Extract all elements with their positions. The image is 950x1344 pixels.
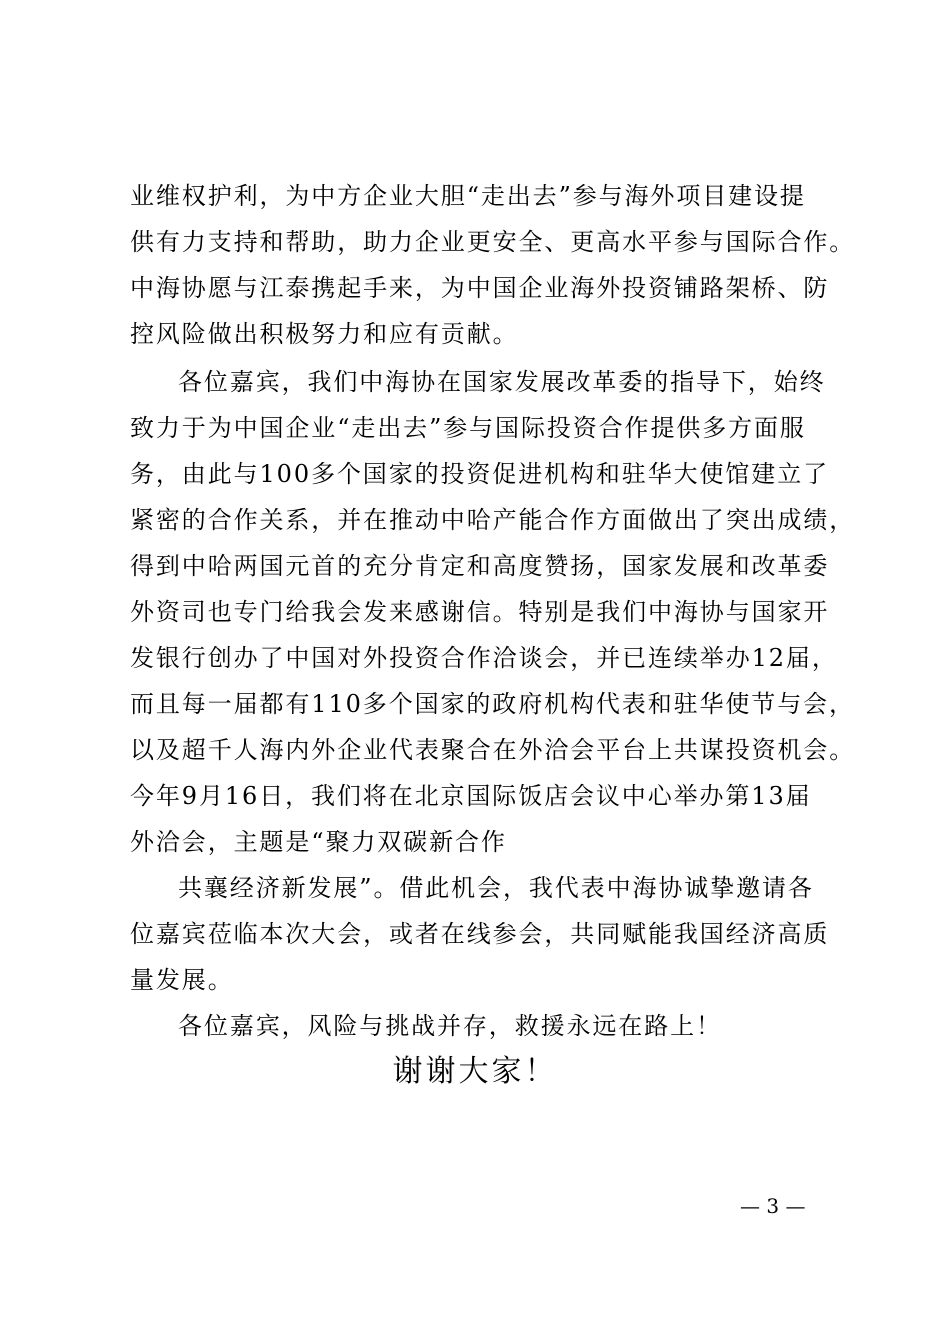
- text-line: 致力于为中国企业“走出去”参与国际投资合作提供多方面服: [130, 414, 806, 442]
- text-line: 今年9月16日，我们将在北京国际饭店会议中心举办第13届: [130, 782, 812, 810]
- text-line: 共襄经济新发展”。借此机会，我代表中海协诚挚邀请各: [178, 874, 814, 902]
- text-line: 得到中哈两国元首的充分肯定和高度赞扬，国家发展和改革委: [130, 552, 830, 580]
- text-line: 各位嘉宾，我们中海协在国家发展改革委的指导下，始终: [178, 368, 826, 396]
- page-number: — 3 —: [740, 1194, 806, 1218]
- text-line: 外资司也专门给我会发来感谢信。特别是我们中海协与国家开: [130, 598, 830, 626]
- text-line: 供有力支持和帮助，助力企业更安全、更高水平参与国际合作。: [130, 228, 856, 256]
- text-line: 务，由此与100多个国家的投资促进机构和驻华大使馆建立了: [130, 460, 830, 488]
- text-line: 控风险做出积极努力和应有贡献。: [130, 320, 519, 348]
- text-line: 发银行创办了中国对外投资合作洽谈会，并已连续举办12届，: [130, 644, 838, 672]
- text-line: 位嘉宾莅临本次大会，或者在线参会，共同赋能我国经济高质: [130, 920, 830, 948]
- text-line: 各位嘉宾，风险与挑战并存，救援永远在路上！: [178, 1012, 722, 1040]
- closing-thanks: 谢谢大家！: [392, 1054, 558, 1089]
- text-line: 中海协愿与江泰携起手来，为中国企业海外投资铺路架桥、防: [130, 274, 830, 302]
- text-line: 外洽会，主题是“聚力双碳新合作: [130, 828, 507, 856]
- text-line: 量发展。: [130, 966, 234, 994]
- text-line: 业维权护利，为中方企业大胆“走出去”参与海外项目建设提: [130, 182, 806, 210]
- text-line: 而且每一届都有110多个国家的政府机构代表和驻华使节与会，: [130, 690, 855, 718]
- text-line: 以及超千人海内外企业代表聚合在外洽会平台上共谋投资机会。: [130, 736, 856, 764]
- text-line: 紧密的合作关系，并在推动中哈产能合作方面做出了突出成绩，: [130, 506, 856, 534]
